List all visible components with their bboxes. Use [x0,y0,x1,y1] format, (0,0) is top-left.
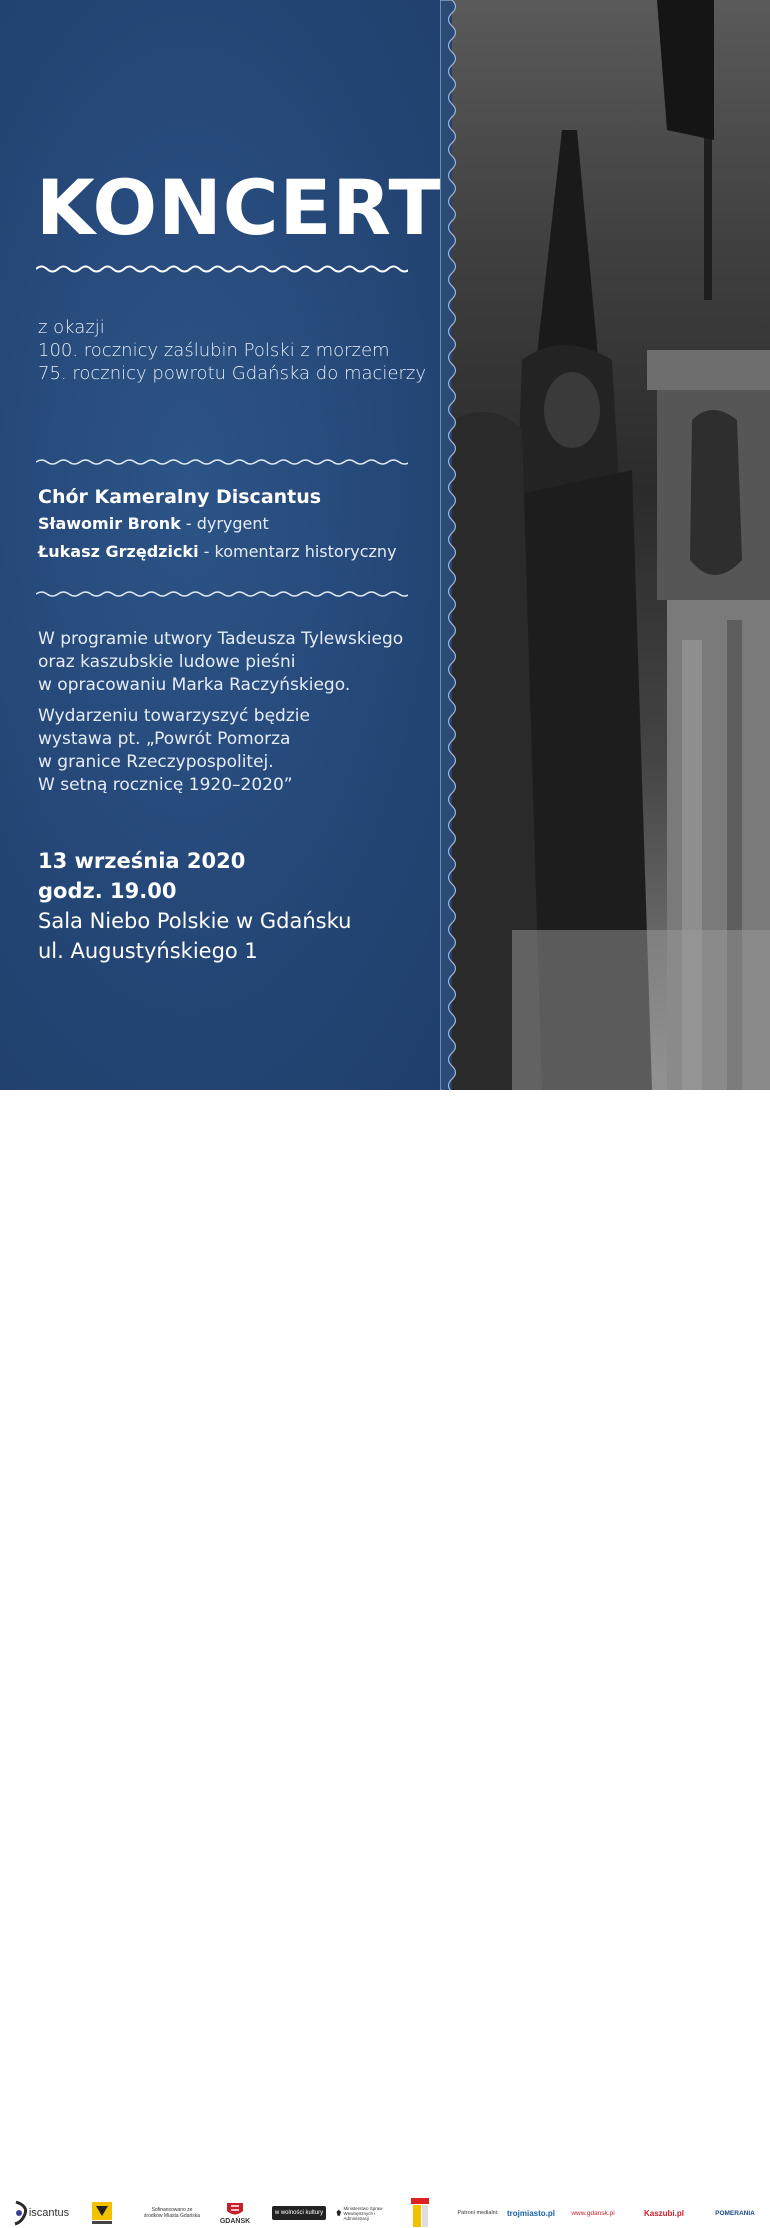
conductor-line [38,510,397,538]
performers-block [38,484,397,566]
logo-text: iscantus [28,2207,70,2219]
commentator-line [38,538,397,566]
program-paragraph-2 [38,705,403,797]
discantus-logo [12,2198,70,2228]
choir-name: Chór Kameralny Discantus [38,486,322,508]
logo-text: trojmiasto.pl [506,2208,555,2218]
logo-text: POMERANIA [715,2209,755,2217]
occasion-line-3: 75. rocznicy powrotu Gdańska do macierzy [38,363,427,384]
wave-divider-top [36,262,408,276]
program-block [38,628,403,805]
logo-text: Kaszubi.pl [643,2208,684,2218]
media-patrons-label [456,2198,500,2228]
occasion-line-1: z okazji [38,317,105,338]
logo-text: Ministerstwo Spraw Wewnętrznych i Administracji [343,2205,383,2221]
program-line: wystawa pt. „Powrót Pomorza [38,729,291,749]
event-details [38,846,351,966]
gdansk-pl-logo [566,2198,620,2228]
logo-text: Sofinansowano ze środków Miasta Gdańska [143,2207,201,2219]
wave-divider-bottom [36,588,408,600]
logo-text: GDAŃSK [219,2217,251,2225]
program-line: Wydarzeniu towarzyszyć będzie [38,706,310,726]
program-line: W programie utwory Tadeusza Tylewskiego [38,629,404,649]
gdansk-crest-logo [215,2198,255,2228]
logo-text: Patroni medialni: [457,2210,499,2216]
photo-illustration [452,0,770,1090]
historical-photo [452,0,770,1090]
trojmiasto-logo [505,2198,557,2228]
event-time: godz. 19.00 [38,879,177,903]
kashubian-icon [409,2198,431,2228]
wave-divider-middle [36,456,408,468]
occasion-line-2: 100. rocznicy zaślubin Polski z morzem [38,340,390,361]
ministry-logo [336,2198,398,2228]
concert-title: KONCERT [36,163,442,252]
program-paragraph-1 [38,628,403,697]
program-line: w granice Rzeczypospolitej. [38,752,274,772]
conductor-name: Sławomir Bronk [38,514,181,533]
eagle-icon [336,2207,342,2219]
wavy-edge-decoration [440,0,470,1090]
program-line: W setną rocznicę 1920–2020” [38,775,293,795]
emblem-logo [88,2198,116,2228]
commentator-name: Łukasz Grzędzicki [38,542,199,561]
gdansk-crest-icon [226,2202,244,2218]
event-address: ul. Augustyńskiego 1 [38,939,258,963]
kashubian-logo [406,2198,434,2228]
logo-text: www.gdansk.pl [571,2209,615,2217]
occasion-block [38,316,426,385]
pomerania-logo [710,2198,760,2228]
logo-text: w wolności kultury [272,2206,326,2220]
event-venue: Sala Niebo Polskie w Gdańsku [38,909,352,933]
program-line: w opracowaniu Marka Raczyńskiego. [38,675,351,695]
emblem-icon [91,2201,113,2225]
sponsor-footer [0,1090,770,2225]
event-date: 13 września 2020 [38,849,246,873]
conductor-role: - dyrygent [180,514,269,533]
discantus-icon [13,2200,29,2226]
kaszubi-logo [636,2198,692,2228]
wolnosc-logo [274,2198,324,2228]
commentator-role: - komentarz historyczny [198,542,397,561]
program-line: oraz kaszubskie ludowe pieśni [38,652,296,672]
city-funding-logo [142,2198,202,2228]
poster [0,0,770,1090]
